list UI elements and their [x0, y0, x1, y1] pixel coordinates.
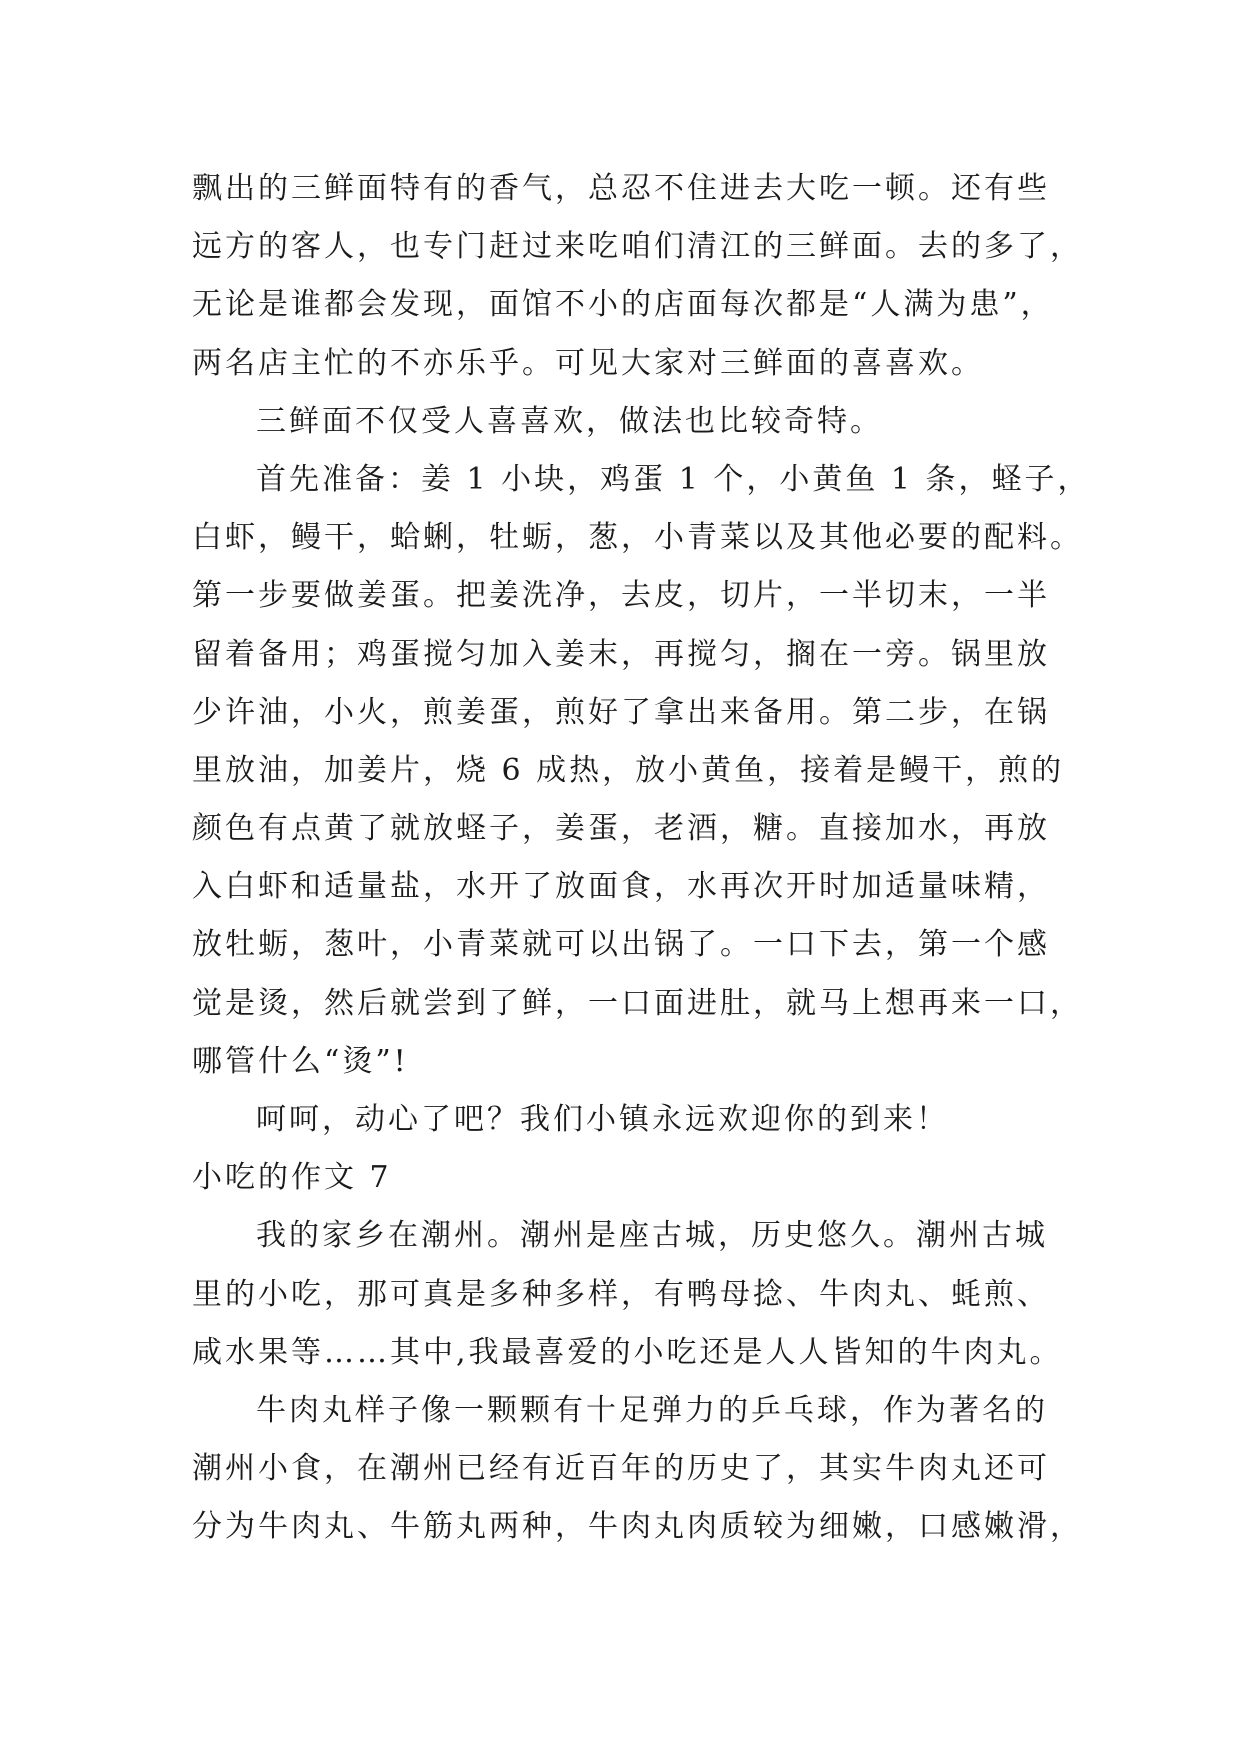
text-line: 里的小吃，那可真是多种多样，有鸭母捻、牛肉丸、蚝煎、	[192, 1276, 1050, 1312]
text-line: 留着备用；鸡蛋搅匀加入姜末，再搅匀，搁在一旁。锅里放	[192, 636, 1050, 672]
text-line: 两名店主忙的不亦乐乎。可见大家对三鲜面的喜喜欢。	[192, 345, 984, 381]
paragraph-start-line: 三鲜面不仅受人喜喜欢，做法也比较奇特。	[256, 403, 883, 439]
section-heading: 小吃的作文 7	[192, 1160, 392, 1196]
paragraph-start-line: 呵呵，动心了吧？我们小镇永远欢迎你的到来！	[256, 1102, 949, 1137]
paragraph-start-line: 牛肉丸样子像一颗颗有十足弹力的乒乓球，作为著名的	[256, 1392, 1048, 1428]
text-line: 入白虾和适量盐，水开了放面食，水再次开时加适量味精，	[192, 869, 1050, 905]
text-line: 飘出的三鲜面特有的香气，总忍不住进去大吃一顿。还有些	[192, 171, 1050, 206]
text-line: 无论是谁都会发现，面馆不小的店面每次都是“人满为患”，	[192, 287, 1054, 323]
paragraph-start-line: 首先准备：姜 1 小块，鸡蛋 1 个，小黄鱼 1 条，蛏子，	[256, 461, 1091, 497]
text-line: 第一步要做姜蛋。把姜洗净，去皮，切片，一半切末，一半	[192, 578, 1050, 614]
text-line: 远方的客人，也专门赶过来吃咱们清江的三鲜面。去的多了，	[192, 229, 1083, 265]
text-line: 觉是烫，然后就尝到了鲜，一口面进肚，就马上想再来一口，	[192, 985, 1083, 1021]
text-line: 放牡蛎，葱叶，小青菜就可以出锅了。一口下去，第一个感	[192, 927, 1050, 963]
paragraph-start-line: 我的家乡在潮州。潮州是座古城，历史悠久。潮州古城	[256, 1218, 1048, 1254]
text-line: 少许油，小火，煎姜蛋，煎好了拿出来备用。第二步，在锅	[192, 694, 1050, 730]
text-line: 咸水果等……其中,我最喜爱的小吃还是人人皆知的牛肉丸。	[192, 1334, 1063, 1370]
text-line: 分为牛肉丸、牛筋丸两种，牛肉丸肉质较为细嫩，口感嫩滑，	[192, 1509, 1083, 1545]
text-line: 里放油，加姜片，烧 6 成热，放小黄鱼，接着是鳗干，煎的	[192, 752, 1065, 788]
text-line: 颜色有点黄了就放蛏子，姜蛋，老酒，糖。直接加水，再放	[192, 811, 1050, 847]
text-line: 白虾，鳗干，蛤蜊，牡蛎，葱，小青菜以及其他必要的配料。	[192, 520, 1083, 556]
text-line: 哪管什么“烫”!	[192, 1043, 409, 1079]
document-body	[192, 160, 1091, 1557]
text-line: 潮州小食，在潮州已经有近百年的历史了，其实牛肉丸还可	[192, 1451, 1050, 1487]
